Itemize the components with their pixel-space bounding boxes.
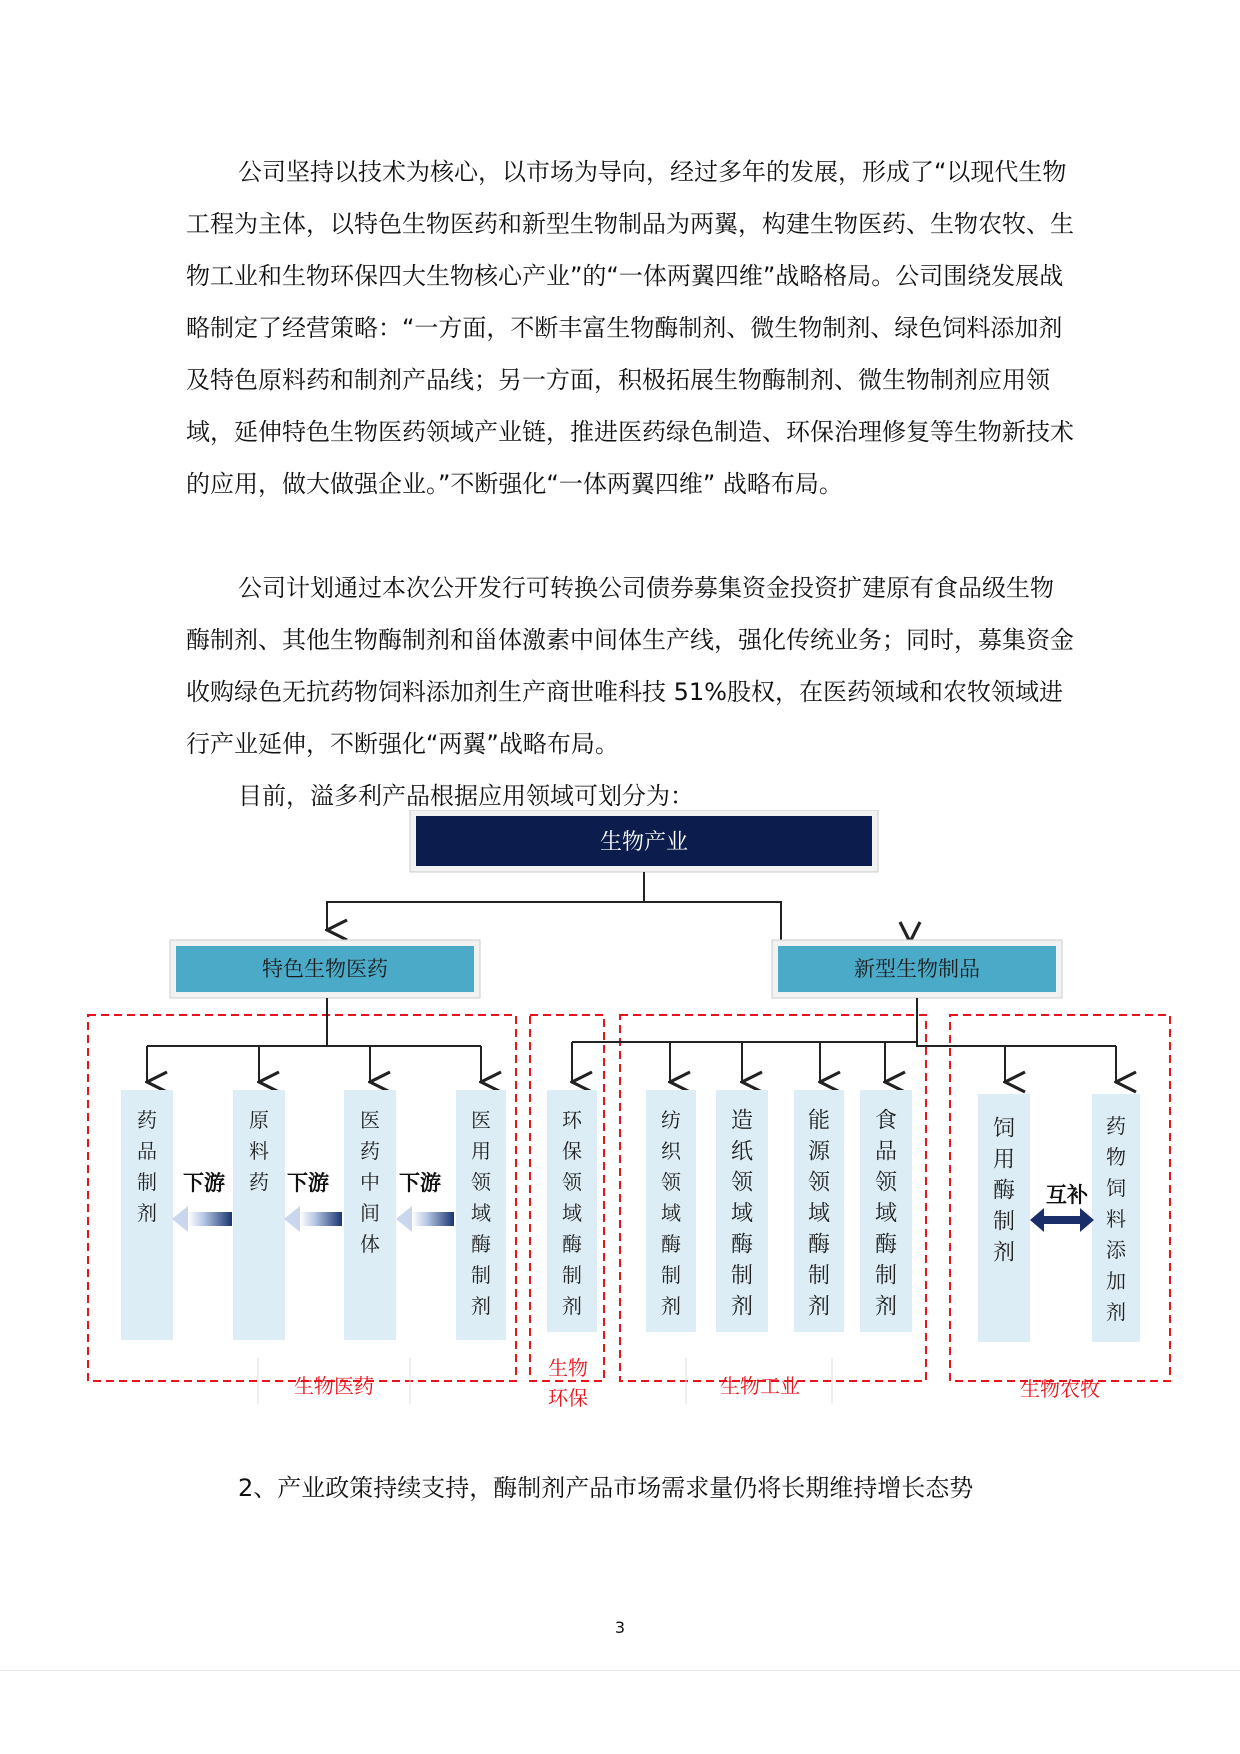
product-char: 酶 (471, 1232, 491, 1256)
product-char: 酶 (562, 1232, 582, 1256)
product-char: 域 (471, 1201, 491, 1225)
page-bottom-rule (0, 1670, 1240, 1671)
product-char: 剂 (874, 1294, 898, 1320)
product-char: 添 (1106, 1238, 1126, 1262)
product-char: 能 (807, 1108, 831, 1134)
product-char: 料 (1106, 1207, 1126, 1231)
product-column-p6 (646, 1090, 696, 1332)
product-char: 药 (137, 1108, 157, 1132)
branch-new-bioproducts-label: 新型生物制品 (854, 957, 980, 981)
group-label-environment-line1: 生物 (548, 1356, 588, 1380)
branch-new-bioproducts (772, 940, 1062, 998)
product-column-p9 (860, 1090, 912, 1332)
product-column-p8 (794, 1090, 844, 1332)
product-char: 中 (360, 1170, 380, 1194)
group-label-medicine: 生物医药 (294, 1374, 374, 1398)
root-label: 生物产业 (599, 830, 689, 855)
paragraph-fundraising: 公司计划通过本次公开发行可转换公司债券募集资金投资扩建原有食品级生物酶制剂、其他生物酶制剂和甾体激素中间体生产线，强化传统业务；同时，募集资金收购绿色无抗药物饲料添加剂生产商世唯科技 51%股权，在医药领域和农牧领域进行产业延伸，不断强化“两翼”战略布局。 (186, 574, 1074, 758)
downstream-arrow-1 (172, 1206, 232, 1232)
product-column-p11 (1092, 1094, 1140, 1342)
section-heading: 2、产业政策持续支持，酶制剂产品市场需求量仍将长期维持增长态势 (238, 1474, 974, 1502)
product-char: 剂 (992, 1240, 1016, 1266)
group-label-industry: 生物工业 (720, 1374, 800, 1398)
product-char: 用 (992, 1147, 1016, 1173)
product-char: 制 (807, 1263, 831, 1289)
product-column-p7 (716, 1090, 768, 1332)
industry-diagram (0, 810, 1240, 1450)
product-char: 物 (1106, 1145, 1126, 1169)
product-char: 原 (249, 1108, 269, 1132)
product-column-p5 (547, 1090, 597, 1332)
product-char: 剂 (471, 1294, 491, 1318)
complement-arrow (1030, 1208, 1094, 1232)
product-char: 药 (360, 1139, 380, 1163)
complement-label: 互补 (1046, 1183, 1088, 1207)
product-char: 域 (661, 1201, 681, 1225)
product-char: 剂 (137, 1201, 157, 1225)
root-node (410, 810, 878, 872)
product-char: 制 (661, 1263, 681, 1287)
product-char: 剂 (730, 1294, 754, 1320)
page-number: 3 (614, 1618, 626, 1637)
product-char: 加 (1106, 1269, 1126, 1293)
product-char: 食 (874, 1108, 898, 1134)
product-char: 领 (807, 1170, 831, 1196)
paragraph-classification-intro: 目前，溢多利产品根据应用领域可划分为： (238, 782, 694, 810)
downstream-label-3: 下游 (399, 1171, 441, 1195)
product-char: 酶 (992, 1178, 1016, 1204)
product-char: 酶 (874, 1232, 898, 1258)
product-char: 品 (874, 1139, 898, 1165)
product-char: 剂 (661, 1294, 681, 1318)
product-char: 料 (249, 1139, 269, 1163)
paragraph-strategy: 公司坚持以技术为核心，以市场为导向，经过多年的发展，形成了“以现代生物工程为主体，以特色生物医药和新型生物制品为两翼，构建生物医药、生物农牧、生物工业和生物环保四大生物核心产业”的“一体两翼四维”战略格局。公司围绕发展战略制定了经营策略：“一方面，不断丰富生物酶制剂、微生物制剂、绿色饲料添加剂及特色原料药和制剂产品线；另一方面，积极拓展生物酶制剂、微生物制剂应用领域，延伸特色生物医药领域产业链，推进医药绿色制造、环保治理修复等生物新技术的应用，做大做强企业。”不断强化“一体两翼四维” 战略布局。 (186, 158, 1074, 498)
product-char: 剂 (1106, 1300, 1126, 1324)
branch-special-medicine-label: 特色生物医药 (262, 957, 388, 981)
product-char: 域 (807, 1201, 831, 1227)
product-char: 环 (562, 1108, 582, 1132)
product-char: 制 (730, 1263, 754, 1289)
product-char: 纸 (730, 1139, 754, 1165)
branch-special-medicine (170, 940, 480, 998)
product-char: 制 (562, 1263, 582, 1287)
product-column-p1 (121, 1090, 173, 1340)
product-column-p2 (233, 1090, 285, 1340)
product-column-p4 (456, 1090, 506, 1340)
product-char: 医 (471, 1108, 491, 1132)
product-char: 体 (360, 1232, 380, 1256)
product-char: 领 (562, 1170, 582, 1194)
product-char: 制 (992, 1209, 1016, 1235)
product-char: 用 (471, 1139, 491, 1163)
product-char: 领 (730, 1170, 754, 1196)
product-char: 领 (661, 1170, 681, 1194)
group-label-agri: 生物农牧 (1020, 1377, 1100, 1401)
product-char: 饲 (992, 1116, 1016, 1142)
product-column-p3 (344, 1090, 396, 1340)
product-column-p10 (978, 1094, 1030, 1342)
product-char: 品 (137, 1139, 157, 1163)
product-char: 饲 (1106, 1176, 1126, 1200)
downstream-arrow-2 (284, 1206, 342, 1232)
product-char: 酶 (807, 1232, 831, 1258)
product-char: 酶 (730, 1232, 754, 1258)
product-char: 制 (874, 1263, 898, 1289)
group-label-environment-line2: 环保 (548, 1386, 588, 1410)
product-char: 纺 (661, 1108, 681, 1132)
product-char: 源 (807, 1139, 831, 1165)
product-char: 剂 (562, 1294, 582, 1318)
product-char: 间 (360, 1201, 380, 1225)
product-char: 医 (360, 1108, 380, 1132)
product-char: 药 (249, 1170, 269, 1194)
downstream-label-1: 下游 (183, 1171, 225, 1195)
product-char: 药 (1106, 1114, 1126, 1138)
product-char: 造 (730, 1108, 754, 1134)
downstream-arrow-3 (396, 1206, 454, 1232)
product-char: 域 (874, 1201, 898, 1227)
product-char: 织 (661, 1139, 681, 1163)
product-char: 制 (137, 1170, 157, 1194)
downstream-label-2: 下游 (287, 1171, 329, 1195)
product-char: 制 (471, 1263, 491, 1287)
product-char: 域 (730, 1201, 754, 1227)
product-char: 领 (471, 1170, 491, 1194)
product-char: 剂 (807, 1294, 831, 1320)
product-char: 酶 (661, 1232, 681, 1256)
product-char: 域 (562, 1201, 582, 1225)
product-char: 保 (562, 1139, 582, 1163)
product-char: 领 (874, 1170, 898, 1196)
